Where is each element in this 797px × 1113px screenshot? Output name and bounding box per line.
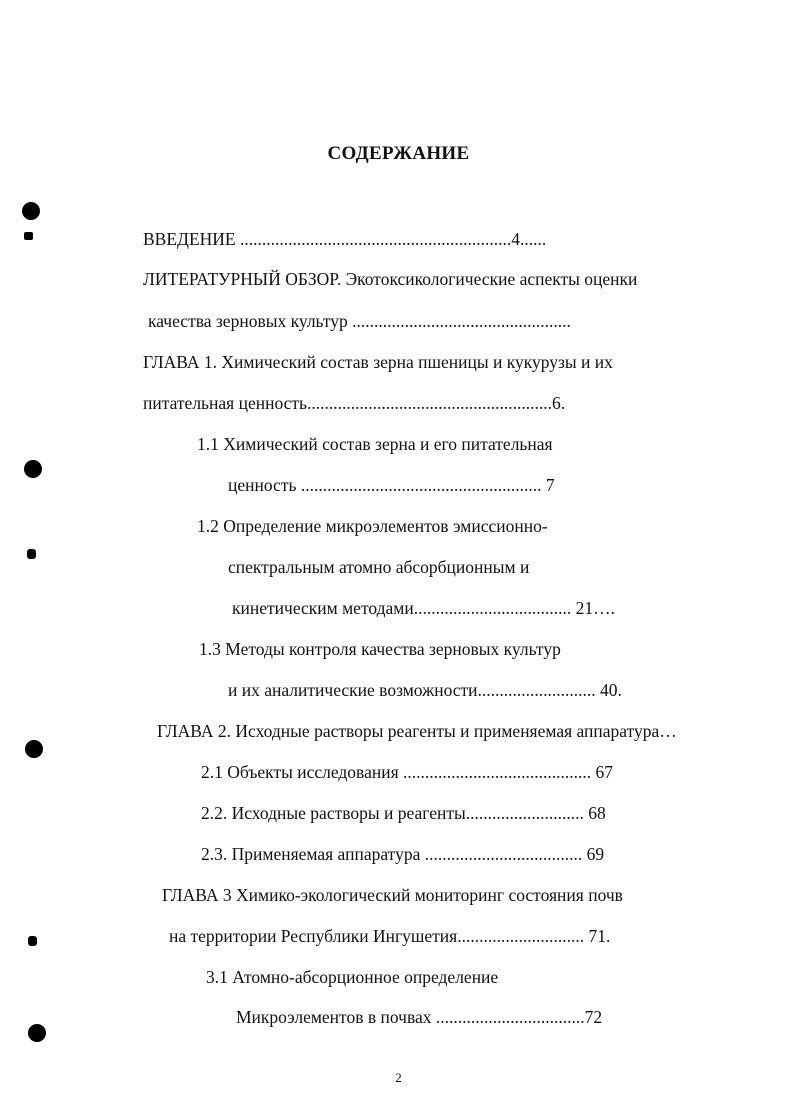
toc-line-chapter-3: ГЛАВА 3 Химико-экологический мониторинг состояния почв (162, 885, 623, 905)
toc-line-section-1-3: 1.3 Методы контроля качества зерновых культур (199, 639, 561, 659)
toc-line-section-1-2-cont2: кинетическим методами.................................... 21…. (232, 598, 615, 618)
punch-hole-mark (24, 460, 42, 478)
page-title: СОДЕРЖАНИЕ (327, 143, 470, 164)
toc-line-chapter-1-cont: питательная ценность........................................................6. (143, 393, 566, 413)
toc-line-section-2-1: 2.1 Объекты исследования ........................................... 67 (201, 762, 614, 782)
punch-hole-mark (22, 202, 40, 220)
toc-line-section-3-1-cont: Микроэлементов в почвах ..................................72 (236, 1007, 603, 1027)
scan-speck (24, 232, 33, 240)
punch-hole-mark (25, 740, 43, 758)
scan-speck (28, 936, 37, 946)
toc-line-chapter-1: ГЛАВА 1. Химический состав зерна пшеницы и кукурузы и их (143, 352, 613, 372)
toc-line-literature-review: ЛИТЕРАТУРНЫЙ ОБЗОР. Экотоксикологические аспекты оценки (143, 269, 638, 289)
toc-line-section-1-2-cont: спектральным атомно абсорбционным и (228, 557, 530, 577)
toc-line-literature-review-cont: качества зерновых культур .................................................. (148, 311, 571, 331)
toc-line-section-1-1-cont: ценность ....................................................... 7 (228, 475, 555, 495)
page-number: 2 (395, 1070, 402, 1085)
toc-line-section-2-2: 2.2. Исходные растворы и реагенты........................... 68 (201, 803, 606, 823)
toc-line-chapter-3-cont: на территории Республики Ингушетия............................. 71. (169, 926, 611, 946)
toc-line-section-3-1: 3.1 Атомно-абсорционное определение (206, 967, 499, 987)
scan-speck (27, 549, 36, 559)
toc-line-section-1-2: 1.2 Определение микроэлементов эмиссионно- (197, 516, 548, 536)
toc-line-introduction: ВВЕДЕНИЕ ..............................................................4...... (143, 229, 547, 249)
punch-hole-mark (28, 1024, 46, 1042)
toc-line-section-1-1: 1.1 Химический состав зерна и его питательная (197, 434, 553, 454)
toc-line-section-1-3-cont: и их аналитические возможности........................... 40. (228, 680, 622, 700)
toc-line-section-2-3: 2.3. Применяемая аппаратура .................................... 69 (201, 844, 605, 864)
toc-line-chapter-2: ГЛАВА 2. Исходные растворы реагенты и применяемая аппаратура… (157, 721, 677, 741)
